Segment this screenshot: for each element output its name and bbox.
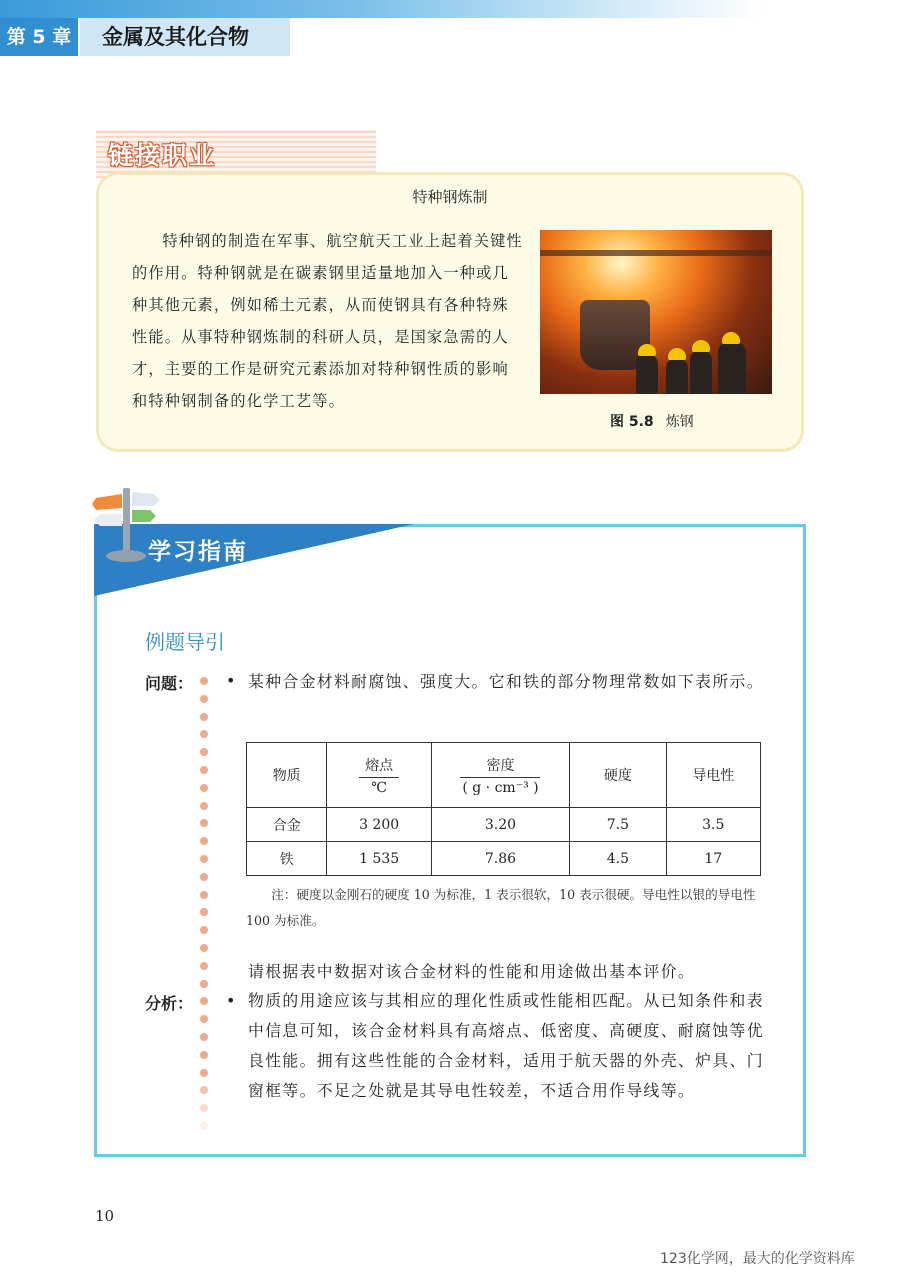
figure-caption-text: 炼钢 (665, 414, 694, 430)
cell-conductivity: 17 (666, 842, 760, 876)
table-header-row (247, 743, 761, 808)
watermark-text: 123化学网，最大的化学资料库 (660, 1251, 855, 1267)
photo-worker (718, 342, 746, 394)
career-section-label (96, 130, 376, 178)
chapter-number: 第 5 章 (0, 18, 78, 56)
example-section-title: 例题导引 (145, 630, 225, 654)
photo-worker (636, 354, 658, 394)
table-row (247, 808, 761, 842)
page-number: 10 (95, 1207, 115, 1225)
photo-worker (666, 358, 688, 394)
header-band (0, 0, 900, 18)
cell-substance: 铁 (247, 842, 327, 876)
question-text: 某种合金材料耐腐蚀、强度大。它和铁的部分物理常数如下表所示。 (248, 672, 764, 691)
question-label: 问题： (145, 674, 194, 693)
cell-hardness: 4.5 (570, 842, 666, 876)
cell-conductivity: 3.5 (666, 808, 760, 842)
header-melting-label: 熔点 (359, 755, 399, 778)
question-bullet: • (226, 671, 236, 690)
career-section-label-text: 链接职业 (108, 141, 217, 170)
figure-caption (610, 411, 694, 431)
study-guide-title: 学习指南 (148, 539, 248, 565)
cell-density: 7.86 (431, 842, 569, 876)
photo-worker (690, 350, 712, 394)
cell-hardness: 7.5 (570, 808, 666, 842)
property-table (246, 742, 761, 876)
career-paragraph: 特种钢的制造在军事、航空航天工业上起着关键性的作用。特种钢就是在碳素钢里适量地加入一种或几种其他元素，例如稀土元素，从而使钢具有各种特殊性能。从事特种钢炼制的科研人员，是国家急需的人才，主要的工作是研究元素添加对特种钢性质的影响和特种钢制备的化学工艺等。 (132, 232, 523, 410)
career-heading: 特种钢炼制 (412, 188, 488, 206)
cell-melting: 3 200 (327, 808, 431, 842)
dotted-divider (200, 677, 210, 1140)
header-melting-unit: ℃ (371, 779, 387, 796)
photo-beam (540, 250, 772, 256)
header-hardness: 硬度 (570, 743, 666, 808)
header-substance: 物质 (247, 743, 327, 808)
question-task: 请根据表中数据对该合金材料的性能和用途做出基本评价。 (248, 962, 696, 981)
figure-number: 图 5.8 (610, 414, 654, 430)
header-density-unit: ( g · cm⁻³ ) (462, 779, 539, 796)
table-row (247, 842, 761, 876)
chapter-title: 金属及其化合物 (80, 18, 290, 56)
steelmaking-photo (540, 230, 772, 394)
cell-density: 3.20 (431, 808, 569, 842)
header-melting-point (327, 743, 431, 808)
header-conductivity: 导电性 (666, 743, 760, 808)
cell-melting: 1 535 (327, 842, 431, 876)
analysis-bullet: • (226, 991, 236, 1010)
header-density-label: 密度 (460, 755, 540, 778)
table-note: 注：硬度以金刚石的硬度 10 为标准，1 表示很软，10 表示很硬。导电性以银的导电性 100 为标准。 (246, 887, 756, 928)
header-density (431, 743, 569, 808)
cell-substance: 合金 (247, 808, 327, 842)
analysis-text: 物质的用途应该与其相应的理化性质或性能相匹配。从已知条件和表中信息可知，该合金材料具有高熔点、低密度、高硬度、耐腐蚀等优良性能。拥有这些性能的合金材料，适用于航天器的外壳、炉具、门窗框等。不足之处就是其导电性较差，不适合用作导线等。 (248, 991, 764, 1100)
analysis-label: 分析： (145, 994, 194, 1013)
